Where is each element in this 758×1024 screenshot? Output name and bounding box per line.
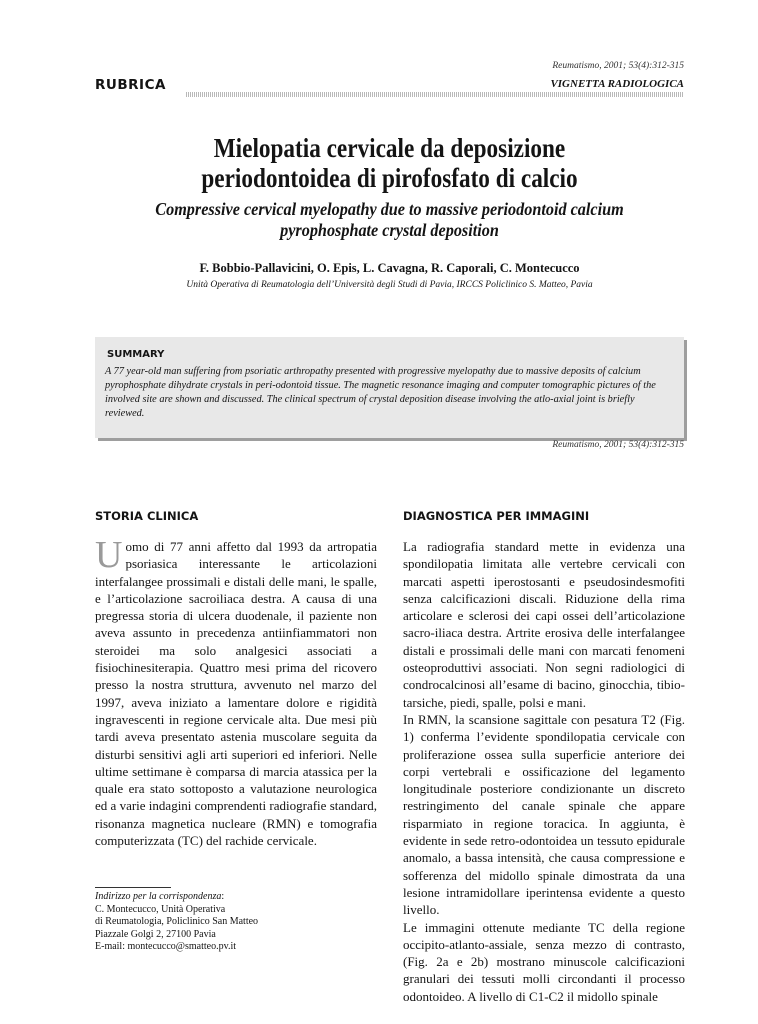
diagnostica-paragraph-1: La radiografia standard mette in evidenza una spondilopatia limitata alle vertebre cervicali con marcati aspetti iperostosanti e pseudosindesmofiti senza calcificazioni discali. Riduzione della rima articolare e sclerosi dei capi ossei dell’articolazione sacro-iliaca destra. Artrite erosiva delle interfalangee distali e prossimali delle mani con marcati fenomeni osteoproduttivi associati. Non segni radiologici di condrocalcinosi all’esame di bacino, ginocchia, tibio-tarsiche, piedi, spalle, polsi e mani. [403, 539, 685, 710]
diagnostica-body [403, 538, 685, 1005]
diagnostica-paragraph-3: Le immagini ottenute mediante TC della regione occipito-atlanto-assiale, senza mezzo di contrasto, (Fig. 2a e 2b) mostrano minuscole calcificazioni granulari dei tessuti molli circondanti il processo odontoideo. A livello di C1-C2 il midollo spinale [403, 919, 685, 1004]
diagnostica-heading: DIAGNOSTICA PER IMMAGINI [403, 509, 590, 523]
article-title-english: Compressive cervical myelopathy due to massive periodontoid calcium pyrophosphate crystal deposition [155, 199, 624, 240]
header-rule [186, 92, 684, 97]
authors: F. Bobbio-Pallavicini, O. Epis, L. Cavagna, R. Caporali, C. Montecucco [199, 261, 580, 275]
correspondence-colon: : [221, 891, 225, 902]
correspondence-line: C. Montecucco, Unità Operativa [95, 903, 226, 915]
correspondence-label: Indirizzo per la corrispondenza [95, 891, 222, 902]
correspondence-block [95, 891, 258, 954]
correspondence-email: E-mail: montecucco@smatteo.pv.it [95, 941, 237, 952]
summary-box [95, 337, 684, 438]
correspondence-line: Piazzale Golgi 2, 27100 Pavia [95, 928, 216, 940]
section-tag: VIGNETTA RADIOLOGICA [550, 78, 684, 90]
journal-citation-bottom: Reumatismo, 2001; 53(4):312-315 [552, 440, 684, 450]
storia-clinica-heading: STORIA CLINICA [95, 509, 199, 523]
affiliation: Unità Operativa di Reumatologia dell’Università degli Studi di Pavia, IRCCS Policlinico S. Matteo, Pavia [186, 280, 593, 290]
rubric-label: RUBRICA [95, 77, 166, 93]
correspondence-rule [95, 887, 171, 888]
correspondence-line: di Reumatologia, Policlinico San Matteo [95, 916, 259, 927]
article-title-italian: Mielopatia cervicale da deposizione periodontoidea di pirofosfato di calcio [201, 133, 578, 193]
storia-clinica-text: omo di 77 anni affetto dal 1993 da artropatia psoriasica interessante le articolazioni interfalangee prossimali e distali delle mani, le spalle, e l’articolazione sacroiliaca destra. A causa di una pregressa storia di ulcera duodenale, il paziente non aveva assunto in precedenza antiinfiammatori non steroidei ma solo analgesici associati a fisiochinesiterapia. Quattro mesi prima del ricovero presso la nostra struttura, avvenuto nel marzo del 1997, aveva iniziato a lamentare dolore e rigidità ingravescenti in regione cervicale alta. Due mesi più tardi aveva presentato astenia muscolare seguita da disturbi sensitivi agli arti superiori ed inferiori. Nelle ultime settimane è comparsa di marcia atassica per la quale era stato sottoposto a valutazione neurologica ed a varie indagini comprendenti radiografie standard, risonanza magnetica nucleare (RMN) e tomografia computerizzata (TC) del rachide cervicale. [95, 539, 377, 849]
drop-cap: U [95, 534, 123, 576]
summary-heading: SUMMARY [107, 349, 165, 360]
summary-text: A 77 year-old man suffering from psoriatic arthropathy presented with progressive myelopathy due to massive deposits of calcium pyrophosphate dihydrate crystals in peri-odontoid tissue. The magnetic resonance imaging and computer tomographic pictures of the involved site are shown and discussed. The clinical spectrum of crystal deposition disease involving the atlo-axial joint is briefly reviewed. [105, 366, 656, 419]
journal-citation-top: Reumatismo, 2001; 53(4):312-315 [552, 61, 684, 71]
diagnostica-paragraph-2: In RMN, la scansione sagittale con pesatura T2 (Fig. 1) conferma l’evidente spondilopatia cervicale con proliferazione ossea sulla superficie anteriore dei corpi vertebrali e ossificazione del legamento longitudinale posteriore condizionante un discreto restringimento del canale spinale che appare risparmiato in regione toracica. In aggiunta, è evidente in sede retro-odontoidea un tessuto epidurale anomalo, a bassa intensità, che causa compressione e sofferenza del midollo spinale dimostrata da una lesione intramidollare iperintensa evidente a questo livello. [403, 711, 685, 918]
storia-clinica-body [95, 534, 377, 849]
